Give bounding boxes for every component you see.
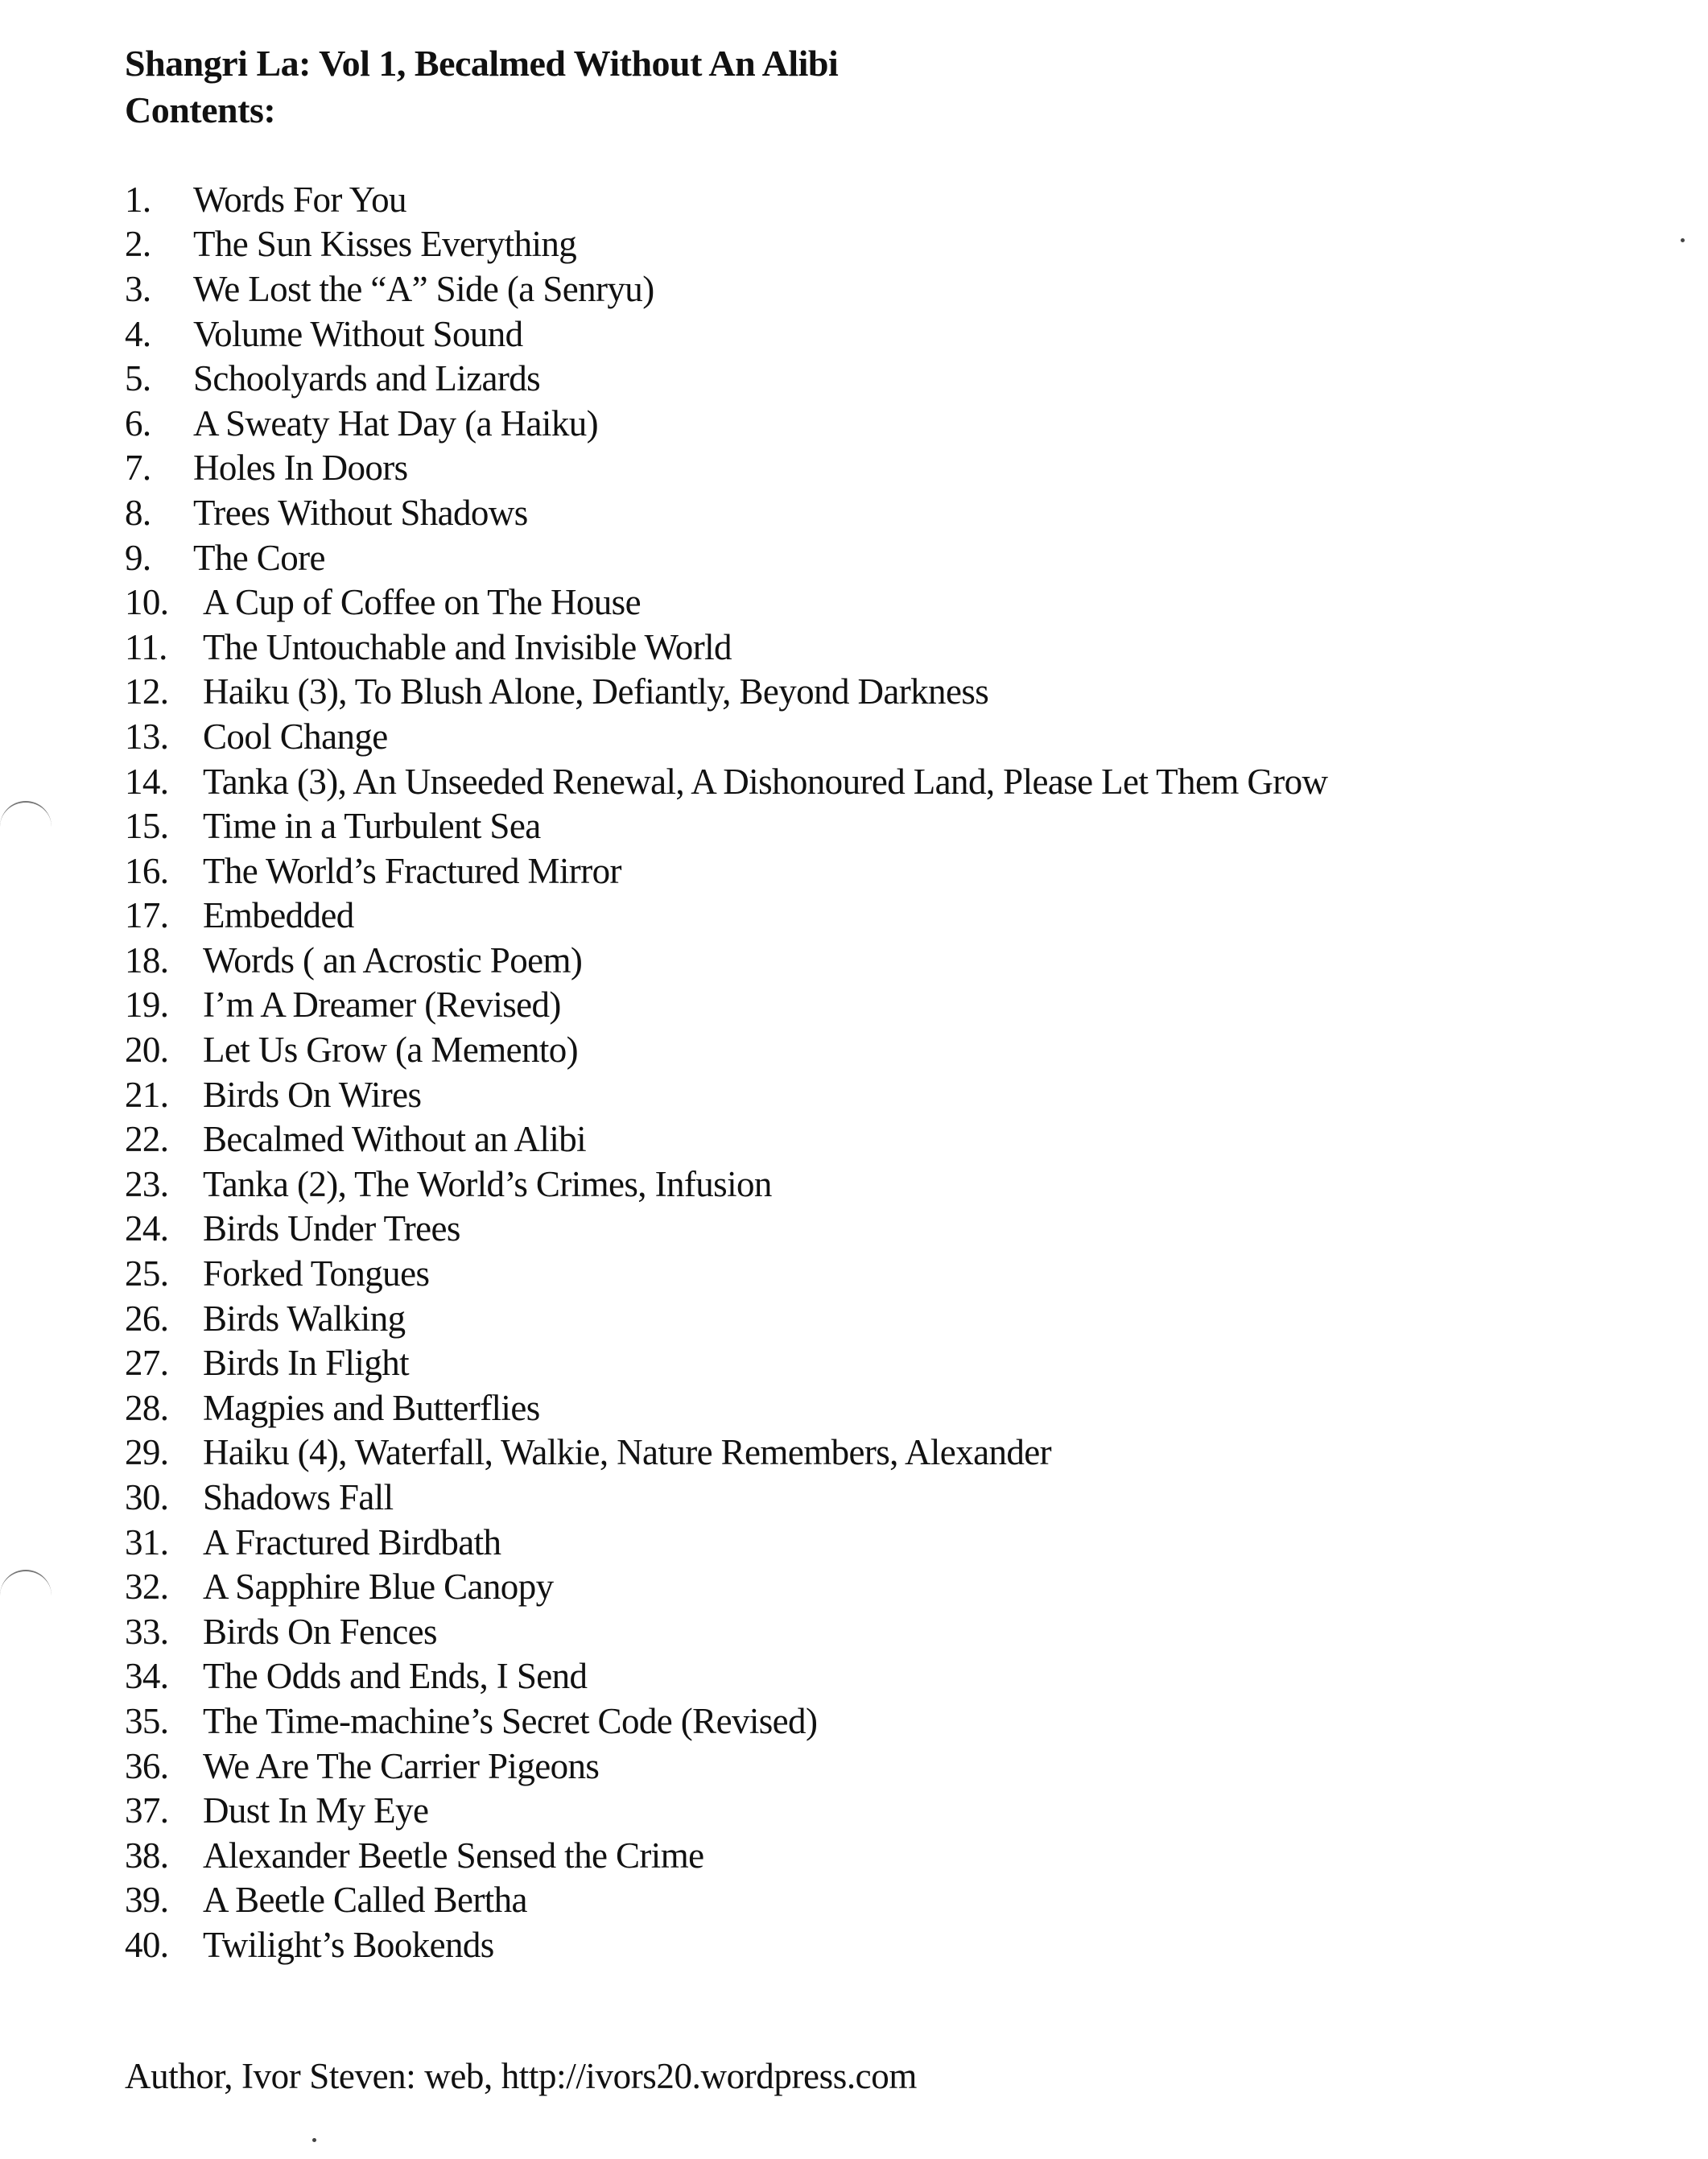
contents-item bbox=[125, 1296, 1327, 1341]
contents-item-number: 29. bbox=[125, 1432, 169, 1473]
document-header bbox=[125, 40, 838, 134]
contents-item-title: Birds In Flight bbox=[203, 1343, 410, 1384]
contents-item bbox=[125, 1117, 1327, 1162]
contents-item-title: Birds Walking bbox=[203, 1298, 406, 1339]
contents-item-number: 33. bbox=[125, 1611, 169, 1652]
contents-item bbox=[125, 894, 1327, 939]
contents-item-title: Forked Tongues bbox=[203, 1253, 430, 1294]
contents-item-title: Time in a Turbulent Sea bbox=[203, 806, 541, 847]
contents-item bbox=[125, 1922, 1327, 1967]
contents-item-title: The Time-machine’s Secret Code (Revised) bbox=[203, 1700, 818, 1741]
contents-item-number: 23. bbox=[125, 1163, 169, 1204]
contents-item bbox=[125, 848, 1327, 894]
contents-item-number: 7. bbox=[125, 448, 151, 489]
contents-item-title: Dust In My Eye bbox=[203, 1790, 429, 1831]
contents-item bbox=[125, 1520, 1327, 1565]
scan-speck bbox=[312, 2138, 316, 2142]
contents-item bbox=[125, 312, 1327, 357]
contents-item-title: Schoolyards and Lizards bbox=[193, 358, 541, 399]
contents-item-number: 21. bbox=[125, 1074, 169, 1115]
contents-item-title: Birds On Fences bbox=[203, 1611, 437, 1652]
contents-item-number: 39. bbox=[125, 1880, 169, 1921]
contents-item-number: 26. bbox=[125, 1298, 169, 1339]
contents-item-number: 19. bbox=[125, 985, 169, 1026]
contents-item bbox=[125, 1475, 1327, 1520]
contents-item bbox=[125, 356, 1327, 401]
contents-item-number: 10. bbox=[125, 582, 169, 623]
contents-item-title: Haiku (4), Waterfall, Walkie, Nature Remembers, Alexander bbox=[203, 1432, 1051, 1473]
contents-item bbox=[125, 1654, 1327, 1699]
contents-item-title: We Lost the “A” Side (a Senryu) bbox=[193, 268, 654, 309]
contents-item-title: Tanka (3), An Unseeded Renewal, A Dishonoured Land, Please Let Them Grow bbox=[203, 761, 1328, 802]
contents-item-title: The Untouchable and Invisible World bbox=[203, 626, 732, 667]
contents-item bbox=[125, 625, 1327, 670]
contents-item bbox=[125, 535, 1327, 580]
contents-item-number: 18. bbox=[125, 939, 169, 980]
contents-item-number: 37. bbox=[125, 1790, 169, 1831]
contents-item bbox=[125, 803, 1327, 848]
contents-item-number: 4. bbox=[125, 313, 151, 354]
contents-item-number: 32. bbox=[125, 1567, 169, 1608]
contents-item-title: A Sweaty Hat Day (a Haiku) bbox=[193, 402, 598, 444]
contents-item-title: Alexander Beetle Sensed the Crime bbox=[203, 1835, 704, 1876]
contents-heading: Contents: bbox=[125, 89, 276, 130]
contents-item-number: 38. bbox=[125, 1835, 169, 1876]
contents-item bbox=[125, 1564, 1327, 1609]
contents-item-number: 6. bbox=[125, 402, 151, 444]
contents-item bbox=[125, 1162, 1327, 1207]
contents-item bbox=[125, 714, 1327, 759]
contents-item-title: Embedded bbox=[203, 895, 354, 936]
contents-list bbox=[125, 177, 1327, 1967]
punch-hole-mark bbox=[0, 1570, 52, 1600]
contents-item-title: We Are The Carrier Pigeons bbox=[203, 1745, 600, 1786]
contents-item-title: A Fractured Birdbath bbox=[203, 1521, 501, 1562]
contents-item bbox=[125, 1385, 1327, 1430]
contents-item bbox=[125, 1878, 1327, 1923]
contents-item-number: 11. bbox=[125, 626, 167, 667]
contents-item bbox=[125, 177, 1327, 222]
contents-item-title: The Sun Kisses Everything bbox=[193, 224, 577, 265]
contents-item-title: Becalmed Without an Alibi bbox=[203, 1119, 587, 1160]
contents-item bbox=[125, 401, 1327, 446]
contents-item bbox=[125, 1788, 1327, 1833]
contents-item-title: Let Us Grow (a Memento) bbox=[203, 1030, 579, 1071]
contents-item-number: 15. bbox=[125, 806, 169, 847]
contents-item-title: The Odds and Ends, I Send bbox=[203, 1656, 588, 1697]
contents-item-number: 1. bbox=[125, 179, 151, 220]
contents-item-title: Twilight’s Bookends bbox=[203, 1924, 494, 1965]
document-title: Shangri La: Vol 1, Becalmed Without An Alibi bbox=[125, 43, 839, 84]
contents-item-title: Shadows Fall bbox=[203, 1477, 394, 1518]
contents-item-number: 24. bbox=[125, 1208, 169, 1249]
contents-item-title: Magpies and Butterflies bbox=[203, 1387, 540, 1428]
contents-item-number: 16. bbox=[125, 850, 169, 891]
contents-item bbox=[125, 1430, 1327, 1476]
contents-item bbox=[125, 266, 1327, 312]
contents-item bbox=[125, 1027, 1327, 1072]
contents-item-number: 34. bbox=[125, 1656, 169, 1697]
contents-item bbox=[125, 1833, 1327, 1878]
contents-item bbox=[125, 1207, 1327, 1252]
punch-hole-mark bbox=[0, 801, 52, 832]
contents-item-title: Trees Without Shadows bbox=[193, 492, 528, 533]
contents-item-number: 35. bbox=[125, 1700, 169, 1741]
contents-item bbox=[125, 759, 1327, 804]
contents-item bbox=[125, 938, 1327, 983]
contents-item-number: 17. bbox=[125, 895, 169, 936]
contents-item bbox=[125, 1072, 1327, 1117]
contents-item-title: Words For You bbox=[193, 179, 406, 220]
contents-item-title: Haiku (3), To Blush Alone, Defiantly, Beyond Darkness bbox=[203, 671, 989, 712]
contents-item-number: 8. bbox=[125, 492, 151, 533]
contents-item-title: The World’s Fractured Mirror bbox=[203, 850, 621, 891]
contents-item bbox=[125, 1609, 1327, 1654]
contents-item-number: 14. bbox=[125, 761, 169, 802]
contents-item-title: A Beetle Called Bertha bbox=[203, 1880, 527, 1921]
contents-item-number: 36. bbox=[125, 1745, 169, 1786]
contents-item-number: 9. bbox=[125, 537, 151, 578]
contents-item-number: 22. bbox=[125, 1119, 169, 1160]
contents-item-number: 12. bbox=[125, 671, 169, 712]
contents-item bbox=[125, 670, 1327, 715]
contents-item-number: 2. bbox=[125, 224, 151, 265]
contents-item-number: 40. bbox=[125, 1924, 169, 1965]
contents-item-title: The Core bbox=[193, 537, 325, 578]
contents-item-number: 3. bbox=[125, 268, 151, 309]
contents-item-title: Birds On Wires bbox=[203, 1074, 422, 1115]
contents-item bbox=[125, 983, 1327, 1028]
contents-item-number: 13. bbox=[125, 716, 169, 757]
contents-item-title: A Cup of Coffee on The House bbox=[203, 582, 641, 623]
contents-item-number: 30. bbox=[125, 1477, 169, 1518]
contents-item-title: Birds Under Trees bbox=[203, 1208, 460, 1249]
contents-item-number: 27. bbox=[125, 1343, 169, 1384]
contents-item-title: I’m A Dreamer (Revised) bbox=[203, 985, 561, 1026]
contents-item-number: 31. bbox=[125, 1521, 169, 1562]
contents-item bbox=[125, 490, 1327, 535]
contents-item bbox=[125, 222, 1327, 267]
contents-item bbox=[125, 446, 1327, 491]
contents-item bbox=[125, 1699, 1327, 1744]
contents-item bbox=[125, 1340, 1327, 1385]
contents-item-number: 5. bbox=[125, 358, 151, 399]
contents-item-title: Cool Change bbox=[203, 716, 388, 757]
contents-item bbox=[125, 1744, 1327, 1789]
contents-item-title: Holes In Doors bbox=[193, 448, 408, 489]
contents-item-title: Tanka (2), The World’s Crimes, Infusion bbox=[203, 1163, 772, 1204]
contents-item-number: 25. bbox=[125, 1253, 169, 1294]
contents-item-number: 28. bbox=[125, 1387, 169, 1428]
contents-item-title: Volume Without Sound bbox=[193, 313, 523, 354]
contents-item-title: A Sapphire Blue Canopy bbox=[203, 1567, 554, 1608]
contents-item-number: 20. bbox=[125, 1030, 169, 1071]
author-footer: Author, Ivor Steven: web, http://ivors20.wordpress.com bbox=[125, 2056, 917, 2096]
scan-speck bbox=[1681, 238, 1685, 242]
contents-item bbox=[125, 580, 1327, 625]
contents-item bbox=[125, 1251, 1327, 1296]
contents-item-title: Words ( an Acrostic Poem) bbox=[203, 939, 583, 980]
